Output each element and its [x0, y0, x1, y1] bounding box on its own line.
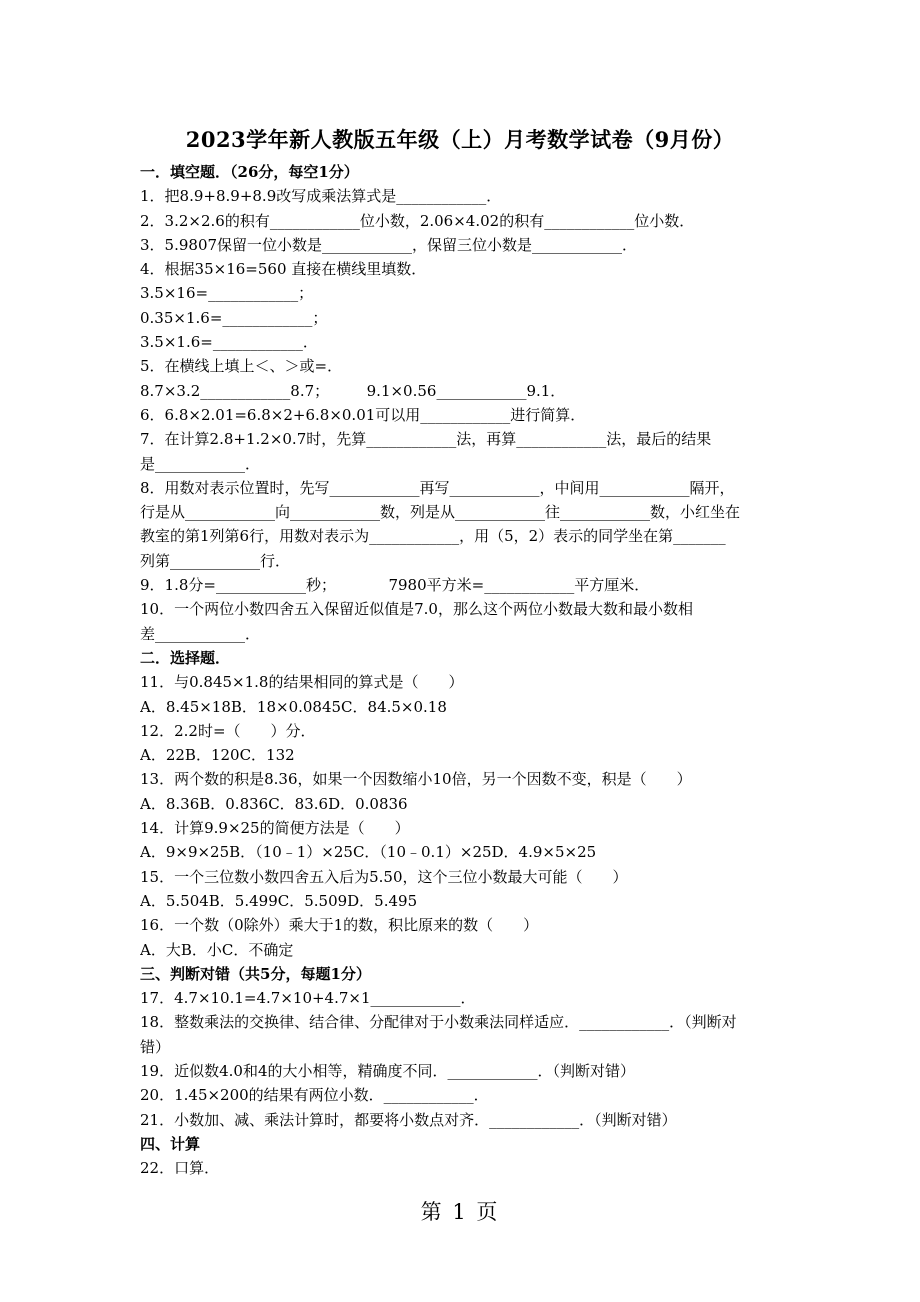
question-line: 12．2.2时=（ ）分．	[140, 721, 316, 740]
section-heading: 四、计算	[140, 1134, 201, 1153]
page-number: 第 1 页	[420, 1200, 500, 1224]
question-line: 10．一个两位小数四舍五入保留近似值是7.0，那么这个两位小数最大数和最小数相	[140, 600, 693, 619]
section-heading: 三、判断对错（共5分，每题1分）	[140, 964, 371, 983]
question-line: 列第____________行．	[140, 551, 291, 570]
question-line: 错）	[140, 1037, 171, 1056]
question-line: 16．一个数（0除外）乘大于1的数，积比原来的数（ ）	[140, 916, 539, 935]
question-line: 17．4.7×10.1=4.7×10+4.7×1____________．	[140, 989, 476, 1008]
question-line: A．8.36B．0.836C．83.6D．0.0836	[140, 794, 408, 813]
question-line: 8．用数对表示位置时，先写____________再写____________，中间用____________隔开，	[140, 478, 735, 497]
question-line: 19．近似数4.0和4的大小相等，精确度不同．____________．（判断对错）	[140, 1061, 635, 1080]
question-line: 11．与0.845×1.8的结果相同的算式是（ ）	[140, 673, 464, 692]
question-line: A．5.504B．5.499C．5.509D．5.495	[140, 891, 418, 910]
question-line: 6．6.8×2.01=6.8×2+6.8×0.01可以用____________进行简算．	[140, 405, 586, 424]
question-line: A．大B．小C．不确定	[140, 940, 294, 959]
question-line: A．22B．120C．132	[140, 746, 295, 765]
section-heading: 一．填空题．（26分，每空1分）	[140, 163, 359, 181]
question-line: 8.7×3.2____________8.7； 9.1×0.56____________9.1．	[140, 381, 566, 400]
question-line: 是____________．	[140, 454, 261, 473]
question-line: 3．5.9807保留一位小数是____________，保留三位小数是____________．	[140, 235, 638, 254]
question-line: 22．口算．	[140, 1159, 220, 1178]
section-heading: 二．选择题．	[140, 648, 231, 667]
question-line: 2．3.2×2.6的积有____________位小数，2.06×4.02的积有____________位小数．	[140, 211, 695, 230]
question-line: 0.35×1.6=____________；	[140, 308, 328, 327]
question-line: 13．两个数的积是8.36，如果一个因数缩小10倍，另一个因数不变，积是（ ）	[140, 770, 692, 789]
question-line: 14．计算9.9×25的简便方法是（ ）	[140, 819, 410, 838]
question-line: 3.5×16=____________；	[140, 284, 314, 303]
question-line: 教室的第1列第6行，用数对表示为____________，用（5，2）表示的同学坐在第_______	[140, 527, 726, 546]
question-line: 18．整数乘法的交换律、结合律、分配律对于小数乘法同样适应．____________．（判断对	[140, 1013, 737, 1032]
exam-title: 2023学年新人教版五年级（上）月考数学试卷（9月份）	[185, 127, 735, 152]
question-line: 5．在横线上填上＜、＞或=．	[140, 357, 343, 376]
question-line: A．9×9×25B．（10﹣1）×25C．（10﹣0.1）×25D．4.9×5×25	[140, 843, 597, 862]
question-line: A．8.45×18B．18×0.0845C．84.5×0.18	[140, 697, 447, 716]
question-line: 4．根据35×16=560 直接在横线里填数．	[140, 260, 427, 279]
question-line: 15．一个三位数小数四舍五入后为5.50，这个三位小数最大可能（ ）	[140, 867, 628, 886]
question-line: 9．1.8分=____________秒； 7980平方米=____________平方厘米．	[140, 576, 650, 595]
question-line: 差____________．	[140, 624, 261, 643]
question-line: 1．把8.9+8.9+8.9改写成乘法算式是____________．	[140, 187, 502, 206]
question-line: 3.5×1.6=____________．	[140, 333, 318, 352]
question-line: 21．小数加、减、乘法计算时，都要将小数点对齐．____________．（判断对错）	[140, 1110, 677, 1129]
question-line: 行是从____________向____________数，列是从____________往____________数，小红坐在	[140, 503, 741, 522]
exam-body	[140, 160, 820, 1180]
question-line: 20．1.45×200的结果有两位小数．____________．	[140, 1086, 489, 1105]
question-line: 7．在计算2.8+1.2×0.7时，先算____________法，再算____________法，最后的结果	[140, 430, 712, 449]
